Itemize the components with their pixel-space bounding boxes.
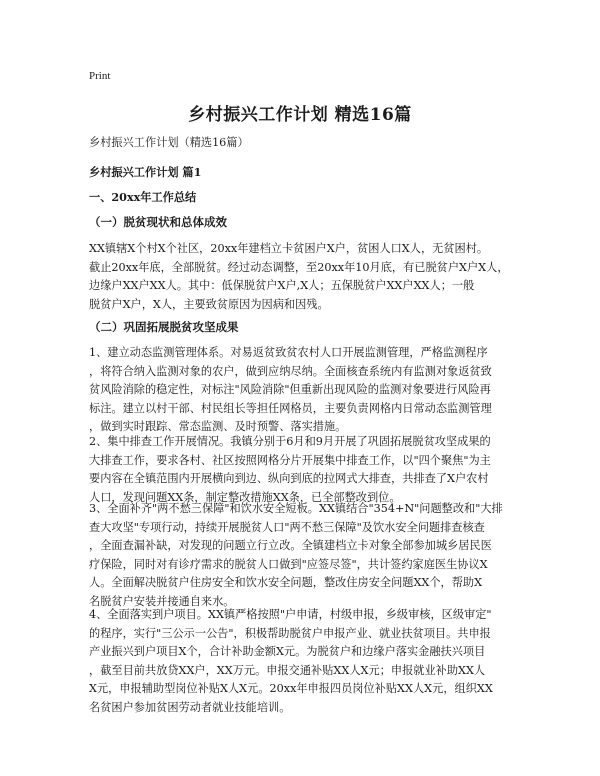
paragraph-item-4 [89, 606, 519, 717]
paragraph-line: 4、全面落实到户项目。XX镇严格按照"户申请，村级申报，乡级审核，区级审定" [89, 608, 492, 621]
subsection-heading-2: （二）巩固拓展脱贫攻坚成果 [89, 320, 239, 334]
paragraph-line: ，截至目前共放贷XX户，XX万元。申报交通补贴XX人X元；申报就业补助XX人 [89, 663, 486, 677]
paragraph-line: 3、全面补齐"两不愁三保障"和饮水安全短板。XX镇结合"354+N"问题整改和"大排 [89, 502, 503, 515]
paragraph-line: 1、建立动态监测管理体系。对易返贫致贫农村人口开展监测管理，严格监测程序 [89, 346, 488, 359]
paragraph-line: ，将符合纳入监测对象的农户，做到应纳尽纳。全面核查系统内有监测对象返贫致 [89, 364, 492, 378]
print-link[interactable]: Print [89, 70, 111, 82]
paragraph-item-3 [89, 500, 519, 611]
paragraph-line: 标注。建立以村干部、村民组长等担任网格员，主要负责网格内日常动态监测管理 [89, 401, 492, 415]
paragraph-line: 的程序，实行"三公示一公告"，积极帮助脱贫户申报产业、就业扶贫项目。共申报 [89, 626, 491, 640]
paragraph-line: 贫风险消除的稳定性，对标注"风险消除"但重新出现风险的监测对象要进行风险再 [89, 383, 491, 396]
paragraph-line: ，做到实时跟踪、常态监测、及时预警、落实措施。 [89, 420, 347, 433]
paragraph-line: 查大攻坚"专项行动，持续开展脱贫人口"两不愁三保障"及饮水安全问题排查核查 [89, 520, 485, 534]
paragraph-summary [89, 240, 519, 314]
chapter-heading: 乡村振兴工作计划 篇1 [89, 165, 202, 179]
paragraph-line: 要内容在全镇范围内开展横向到边、纵向到底的拉网式大排查，共排查了X户农村 [89, 472, 489, 485]
paragraph-line: X元，申报辅助型岗位补贴X人X元。20xx年申报四员岗位补贴XX人X元，组织XX [89, 682, 493, 695]
paragraph-line: 人。全面解决脱贫户住房安全和饮水安全问题，整改住房安全问题XX个，帮助X [89, 576, 483, 589]
paragraph-line: ，全面查漏补缺，对发现的问题立行立改。全镇建档立卡对象全部参加城乡居民医 [89, 539, 492, 552]
paragraph-line: 脱贫户X户，X人，主要致贫原因为因病和因残。 [89, 297, 329, 311]
paragraph-line: XX镇辖X个村X个社区，20xx年建档立卡贫困户X户，贫困人口X人，无贫困村。 [89, 242, 489, 255]
document-subtitle: 乡村振兴工作计划（精选16篇） [89, 136, 249, 149]
section-heading-year: 一、20xx年工作总结 [89, 190, 197, 204]
paragraph-line: 名脱贫户安装并接通自来水。 [89, 594, 235, 608]
paragraph-line: 疗保险，同时对有诊疗需求的脱贫人口做到"应签尽签"，共计签约家庭医生协议X [89, 557, 488, 571]
paragraph-line: 2、集中排查工作开展情况。我镇分别于6月和9月开展了巩固拓展脱贫攻坚成果的 [89, 435, 491, 448]
page-title: 乡村振兴工作计划 精选16篇 [188, 105, 412, 125]
paragraph-line: 边缘户XX户XX人。其中：低保脱贫户X户,X人；五保脱贫户XX户XX人；一般 [89, 279, 475, 292]
paragraph-item-2 [89, 433, 519, 507]
paragraph-line: 名贫困户参加贫困劳动者就业技能培训。 [89, 700, 291, 714]
paragraph-line: 截止20xx年底，全部脱贫。经过动态调整，至20xx年10月底，有已脱贫户X户X人， [89, 260, 509, 274]
paragraph-line: 产业振兴到户项目X个，合计补助金额X元。为脱贫户和边缘户落实金融扶兴项目 [89, 645, 486, 658]
paragraph-item-1 [89, 344, 519, 437]
paragraph-line: 人口，发现问题XX条，制定整改措施XX条，已全部整改到位。 [89, 490, 401, 504]
paragraph-line: 大排查工作，要求各村、社区按照网格分片开展集中排查工作，以"四个聚焦"为主 [89, 453, 491, 467]
subsection-heading-1: （一）脱贫现状和总体成效 [89, 215, 227, 229]
